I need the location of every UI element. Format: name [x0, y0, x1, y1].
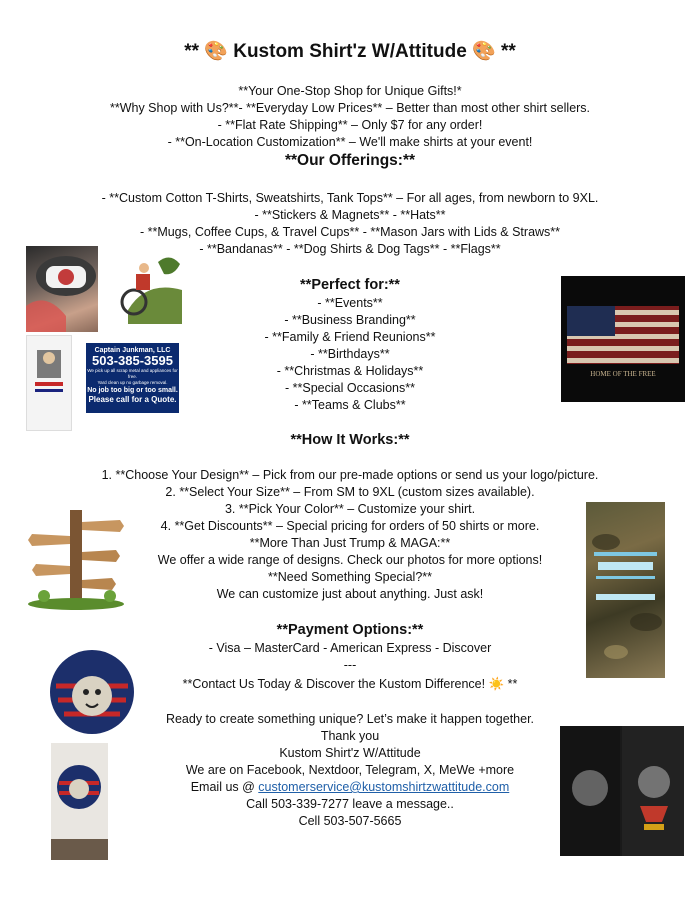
how-it-works-item: 4. **Get Discounts** – Special pricing for orders of 50 shirts or more.: [160, 519, 540, 533]
business-name: Kustom Shirt'z W/Attitude: [279, 746, 421, 760]
separator: ---: [343, 658, 357, 672]
closing-line: Ready to create something unique? Let’s make it happen together.: [165, 712, 535, 726]
social-line: We are on Facebook, Nextdoor, Telegram, X, MeWe +more: [185, 763, 515, 777]
perfect-for-item: - **Family & Friend Reunions**: [264, 330, 436, 344]
how-it-works-item: 1. **Choose Your Design** – Pick from our pre-made options or send us your logo/picture.: [101, 468, 599, 482]
page-title: ** 🎨 Kustom Shirt'z W/Attitude 🎨 **: [184, 41, 516, 62]
sign-line: No job too big or too small.: [87, 387, 178, 394]
how-it-works-item: We can customize just about anything. Just ask!: [216, 587, 484, 601]
sign-phone: 503-385-3595: [92, 353, 173, 368]
how-it-works-item: We offer a wide range of designs. Check our photos for more options!: [157, 553, 543, 567]
sign-line: We pick up all scrap metal and appliances for free.: [87, 368, 178, 379]
lion-flag-image: [46, 646, 138, 740]
payment-heading: **Payment Options:**: [276, 622, 424, 638]
sign-line: Please call for a Quote.: [88, 395, 177, 404]
how-it-works-item: **More Than Just Trump & MAGA:**: [249, 536, 451, 550]
perfect-for-item: - **Events**: [317, 296, 383, 310]
offering-item: - **Stickers & Magnets** - **Hats**: [254, 208, 446, 222]
intro-line: - **On-Location Customization** – We'll make shirts at your event!: [167, 135, 533, 149]
cell-line: Cell 503-507-5665: [298, 814, 402, 828]
camo-shirt-photo: [586, 502, 665, 678]
perfect-for-item: - **Special Occasions**: [285, 381, 415, 395]
sign-title: Captain Junkman, LLC: [94, 347, 171, 354]
perfect-for-item: - **Business Branding**: [284, 313, 416, 327]
offering-item: - **Custom Cotton T-Shirts, Sweatshirts, Tank Tops** – For all ages, from newborn to 9XL.: [101, 191, 599, 205]
intro-line: - **Flat Rate Shipping** – Only $7 for any order!: [217, 118, 483, 132]
mugshot-shirt-photo: [26, 335, 72, 431]
intro-line: **Why Shop with Us?**- **Everyday Low Prices** – Better than most other shirt sellers.: [109, 101, 591, 115]
payment-methods: - Visa – MasterCard - American Express - Discover: [208, 641, 492, 655]
hat-photo: [26, 246, 98, 332]
perfect-for-heading: **Perfect for:**: [300, 277, 400, 293]
contact-line: **Contact Us Today & Discover the Kustom Difference! ☀️ **: [182, 677, 518, 691]
how-it-works-item: 2. **Select Your Size** – From SM to 9XL (custom sizes available).: [165, 485, 535, 499]
intro-line: **Your One-Stop Shop for Unique Gifts!*: [238, 84, 462, 98]
sign-line: Yard clean up no garbage removal.: [97, 380, 168, 385]
offering-item: - **Mugs, Coffee Cups, & Travel Cups** - **Mason Jars with Lids & Straws**: [139, 225, 561, 239]
how-it-works-item: **Need Something Special?**: [268, 570, 432, 584]
closing-line: Thank you: [320, 729, 380, 743]
flag-caption: HOME OF THE FREE: [590, 370, 656, 378]
flag-photo: [561, 276, 685, 402]
phone-line: Call 503-339-7277 leave a message..: [246, 797, 454, 811]
lion-shirt-photo: [51, 743, 108, 860]
email-prefix: Email us @: [190, 780, 259, 794]
offerings-heading: **Our Offerings:**: [284, 152, 416, 169]
signpost-tree-image: [24, 500, 128, 610]
business-sign-photo: [86, 343, 179, 413]
how-it-works-item: 3. **Pick Your Color** – Customize your shirt.: [224, 502, 476, 516]
perfect-for-item: - **Birthdays**: [310, 347, 390, 361]
offering-item: - **Bandanas** - **Dog Shirts & Dog Tags** - **Flags**: [199, 242, 501, 256]
how-it-works-heading: **How It Works:**: [290, 432, 410, 448]
email-link[interactable]: customerservice@kustomshirtzwattitude.com: [258, 780, 510, 794]
black-shirts-photo: [560, 726, 684, 856]
perfect-for-item: - **Christmas & Holidays**: [276, 364, 424, 378]
perfect-for-item: - **Teams & Clubs**: [294, 398, 406, 412]
wheelchair-cartoon: [108, 250, 184, 324]
